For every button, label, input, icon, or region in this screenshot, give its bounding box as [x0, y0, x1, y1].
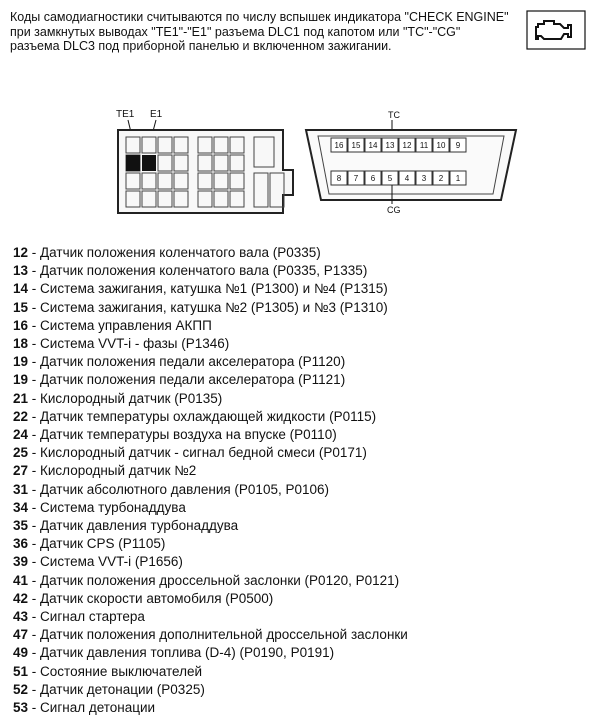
pin-1: 1 [455, 174, 461, 183]
pin-11: 11 [419, 141, 429, 150]
list-item: 27 - Кислородный датчик №2 [13, 463, 197, 479]
pin-10: 10 [436, 141, 446, 150]
te1-pin [142, 155, 156, 171]
pin-9: 9 [455, 141, 461, 150]
list-item: 43 - Сигнал стартера [13, 609, 145, 625]
pin-15: 15 [351, 141, 361, 150]
cg-label: CG [387, 205, 401, 215]
list-item: 16 - Система управления АКПП [13, 317, 212, 333]
tc-label: TC [388, 110, 400, 120]
list-item: 22 - Датчик температуры охлаждающей жидкости (P0115) [13, 408, 377, 424]
pin-6: 6 [370, 174, 376, 183]
list-item: 12 - Датчик положения коленчатого вала (P0335) [13, 245, 321, 260]
pin-8: 8 [336, 174, 342, 183]
list-item: 51 - Состояние выключателей [13, 663, 203, 679]
list-item: 13 - Датчик положения коленчатого вала (P0335, P1335) [13, 263, 368, 279]
pin-5: 5 [387, 174, 393, 183]
list-item: 25 - Кислородный датчик - сигнал бедной смеси (P0171) [13, 445, 367, 461]
pin-2: 2 [438, 174, 444, 183]
code-list [13, 244, 408, 717]
list-item: 24 - Датчик температуры воздуха на впуске (P0110) [13, 427, 337, 443]
list-item: 18 - Система VVT-i - фазы (P1346) [13, 336, 230, 352]
pin-3: 3 [421, 174, 427, 183]
pin-7: 7 [353, 174, 359, 183]
list-item: 52 - Датчик детонации (P0325) [13, 681, 205, 697]
e1-label: E1 [150, 109, 163, 120]
list-item: 41 - Датчик положения дроссельной заслонки (P0120, P0121) [13, 572, 400, 588]
intro-text: Коды самодиагностики считываются по числу вспышек индикатора "CHECK ENGINE" при замкнутых выводах "TE1"-"E1" разъема DLC1 под капотом или "TC"-"CG" разъема DLC3 под приборной панелью и включенном зажигании. [10, 10, 509, 53]
list-item: 35 - Датчик давления турбонаддува [13, 518, 239, 534]
dlc3-connector [296, 108, 526, 218]
list-item: 31 - Датчик абсолютного давления (P0105, P0106) [13, 481, 329, 497]
pin-16: 16 [334, 141, 344, 150]
te1-label: TE1 [116, 109, 135, 120]
list-item: 21 - Кислородный датчик (P0135) [13, 390, 223, 406]
list-item: 14 - Система зажигания, катушка №1 (P1300) и №4 (P1315) [13, 281, 388, 297]
pin-4: 4 [404, 174, 410, 183]
dlc1-connector [108, 105, 298, 230]
list-item: 49 - Датчик давления топлива (D-4) (P0190, P0191) [13, 645, 335, 661]
pin-12: 12 [402, 141, 412, 150]
list-item: 47 - Датчик положения дополнительной дроссельной заслонки [13, 627, 408, 643]
list-item: 39 - Система VVT-i (P1656) [13, 554, 183, 570]
list-item: 42 - Датчик скорости автомобиля (P0500) [13, 590, 274, 606]
pin-13: 13 [385, 141, 395, 150]
list-item: 15 - Система зажигания, катушка №2 (P1305) и №3 (P1310) [13, 299, 388, 315]
list-item: 36 - Датчик CPS (P1105) [13, 536, 166, 552]
list-item: 19 - Датчик положения педали акселератора (P1121) [13, 372, 346, 388]
e1-pin [126, 155, 140, 171]
list-item: 19 - Датчик положения педали акселератора (P1120) [13, 354, 346, 370]
pin-14: 14 [368, 141, 378, 150]
list-item: 34 - Система турбонаддува [13, 499, 186, 515]
check-engine-icon [526, 10, 586, 50]
list-item: 53 - Сигнал детонации [13, 700, 156, 716]
